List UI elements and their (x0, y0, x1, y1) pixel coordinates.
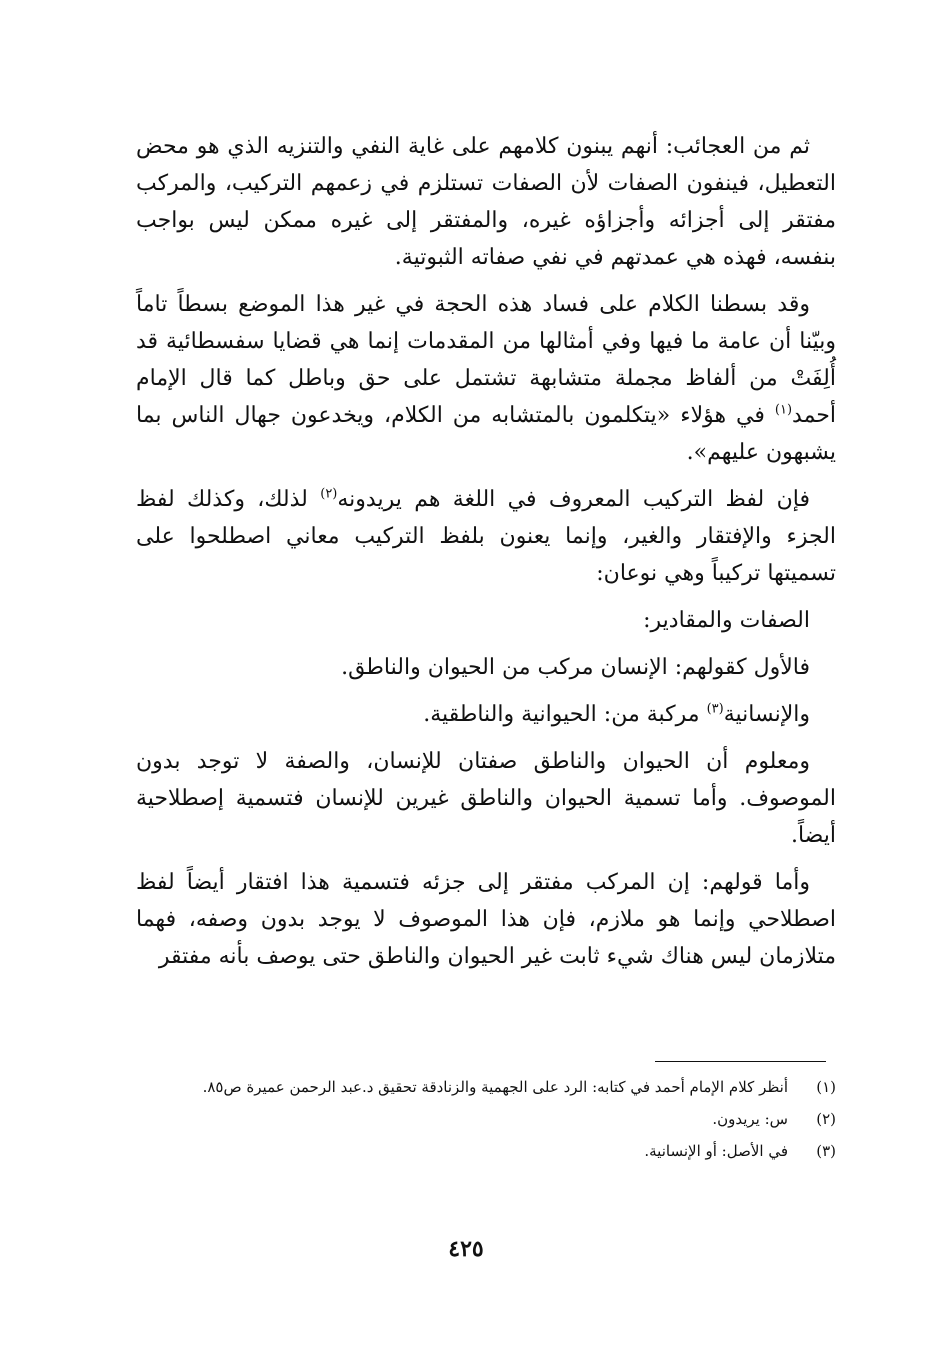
paragraph-8: وأما قولهم: إن المركب مفتقر إلى جزئه فتسمية هذا افتقار أيضاً لفظ اصطلاحي وإنما هو ملازم، فإن هذا الموصوف لا يوجد بدون وصفه، فهما متلازمان ليس هناك شيء ثابت غير الحيوان والناطق حتى يوصف بأنه مفتقر (136, 870, 836, 969)
paragraph-4: الصفات والمقادير: (643, 608, 810, 633)
footnote-separator (655, 1061, 826, 1062)
paragraph-6 (136, 696, 836, 733)
paragraph-2 (136, 286, 836, 471)
footnote-number: (٣) (816, 1142, 836, 1160)
paragraph-3 (136, 481, 836, 592)
paragraph-7: ومعلوم أن الحيوان والناطق صفتان للإنسان، والصفة لا توجد بدون الموصوف. وأما تسمية الحيوان والناطق غيرين للإنسان فتسمية إصطلاحية أيضاً. (136, 749, 836, 848)
page-number: ٤٢٥ (448, 1236, 484, 1262)
paragraph-3-text-before: فإن لفظ التركيب المعروف في اللغة هم يريدونه (337, 487, 810, 512)
footnote-ref-2: (٢) (320, 486, 338, 502)
footnote-number: (١) (816, 1078, 836, 1096)
paragraph-2-text-before: وقد بسطنا الكلام على فساد هذه الحجة في غير هذا الموضع بسطاً تاماً وبيّنا أن عامة ما فيها وفي أمثالها من المقدمات إنما هي قضايا سفسطائية قد أُلِفَتْ من ألفاظ مجملة متشابهة تشتمل على حق وباطل كما قال الإمام أحمد (136, 292, 836, 428)
paragraph-2-text-after: في هؤلاء «يتكلمون بالمتشابه من الكلام، ويخدعون جهال الناس بما يشبهون عليهم». (136, 403, 836, 465)
footnote-ref-3: (٣) (706, 701, 724, 717)
footnote-text: س: يريدون. (712, 1110, 788, 1128)
footnote-ref-1: (١) (774, 402, 793, 418)
footnote-number: (٢) (816, 1110, 836, 1128)
footnote-3 (136, 1138, 836, 1164)
footnote-2 (136, 1106, 836, 1132)
paragraph-1: ثم من العجائب: أنهم يبنون كلامهم على غاية النفي والتنزيه الذي هو محض التعطيل، فينفون الصفات لأن الصفات تستلزم في زعمهم التركيب، والمركب مفتقر إلى أجزائه وأجزاؤه غيره، والمفتقر إلى غيره ممكن ليس بواجب بنفسه، فهذه هي عمدتهم في نفي صفاته الثبوتية. (136, 134, 836, 270)
paragraph-6-text-before: والإنسانية (723, 702, 810, 727)
footnote-text: أنظر كلام الإمام أحمد في كتابه: الرد على الجهمية والزنادقة تحقيق د.عبد الرحمن عميرة ص٨٥. (202, 1078, 788, 1096)
footnotes (136, 1074, 836, 1170)
paragraph-3-text-after: لذلك، وكذلك لفظ الجزء والإفتقار والغير، وإنما يعنون بلفظ التركيب معاني اصطلحوا على تسميتها تركيباً وهي نوعان: (136, 487, 836, 586)
paragraph-6-text-after: مركبة من: الحيوانية والناطقية. (423, 702, 707, 727)
main-text (136, 128, 836, 985)
paragraph-5: فالأول كقولهم: الإنسان مركب من الحيوان والناطق. (341, 655, 810, 680)
footnote-1 (136, 1074, 836, 1100)
footnote-text: في الأصل: أو الإنسانية. (644, 1142, 788, 1160)
